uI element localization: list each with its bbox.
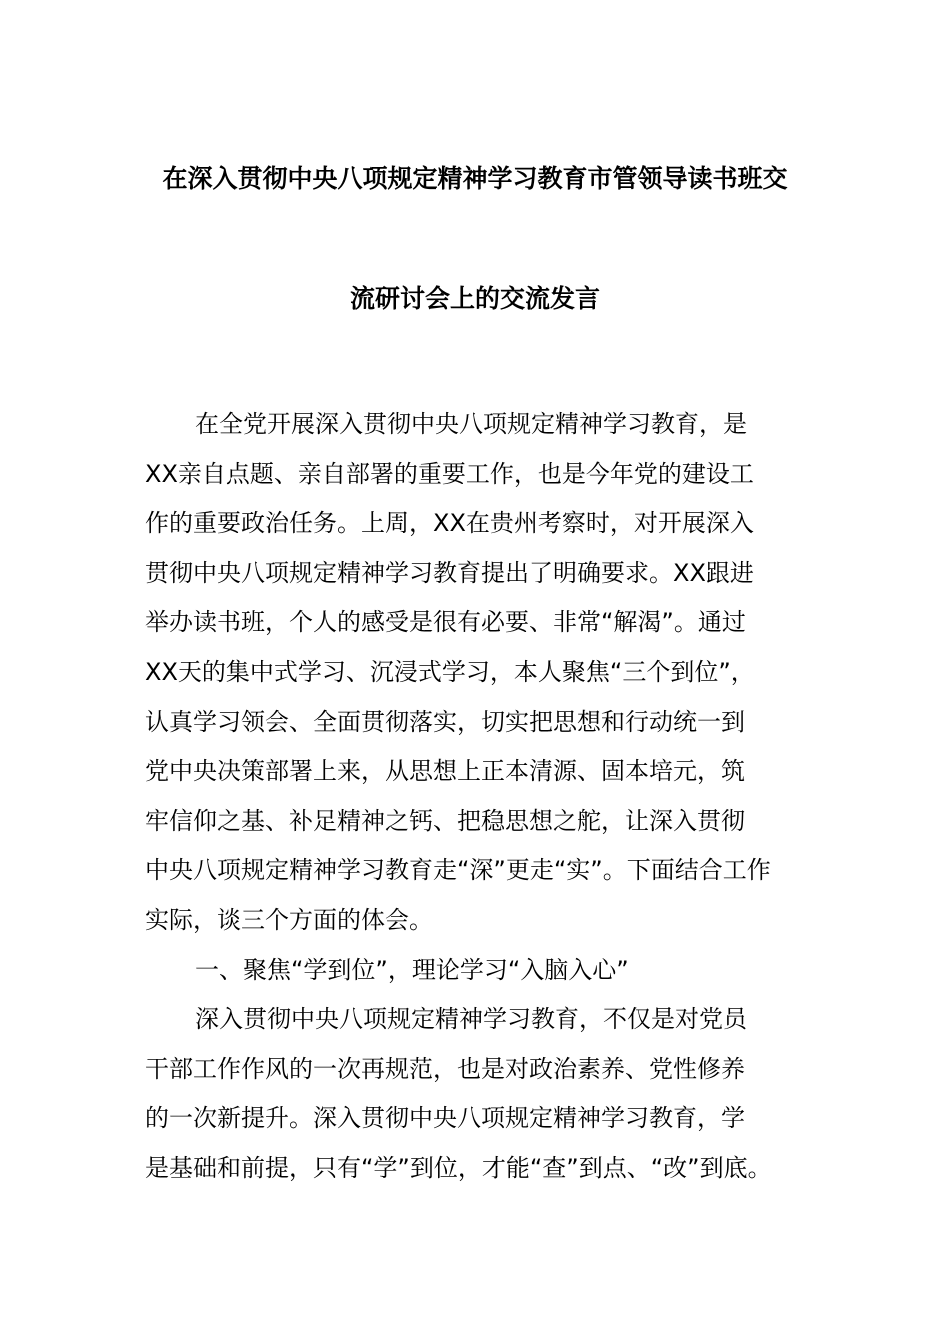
document-title-line-2: 流研讨会上的交流发言 xyxy=(349,284,600,313)
body-line: 的一次新提升。深入贯彻中央八项规定精神学习教育，学 xyxy=(145,1104,745,1133)
body-line: 实际，谈三个方面的体会。 xyxy=(145,905,433,934)
document-title-line-1: 在深入贯彻中央八项规定精神学习教育市管领导读书班交 xyxy=(162,164,788,193)
body-line: 作的重要政治任务。上周，XX在贵州考察时，对开展深入 xyxy=(145,509,754,538)
section-heading: 一、聚焦“学到位”，理论学习“入脑入心” xyxy=(195,955,629,984)
body-line: 举办读书班，个人的感受是很有必要、非常“解渴”。通过 xyxy=(145,608,746,637)
body-line: 在全党开展深入贯彻中央八项规定精神学习教育，是 xyxy=(195,410,747,438)
body-line: XX亲自点题、亲自部署的重要工作，也是今年党的建设工 xyxy=(145,459,754,488)
body-line: 中央八项规定精神学习教育走“深”更走“实”。下面结合工作 xyxy=(145,856,771,885)
body-line: 干部工作作风的一次再规范，也是对政治素养、党性修养 xyxy=(145,1054,745,1083)
document-body xyxy=(145,400,807,1194)
body-line: 深入贯彻中央八项规定精神学习教育，不仅是对党员 xyxy=(195,1005,747,1034)
body-line: XX天的集中式学习、沉浸式学习，本人聚焦“三个到位”， xyxy=(145,657,755,686)
body-line: 牢信仰之基、补足精神之钙、把稳思想之舵，让深入贯彻 xyxy=(145,806,745,835)
body-line: 党中央决策部署上来，从思想上正本清源、固本培元，筑 xyxy=(145,757,745,786)
body-line: 贯彻中央八项规定精神学习教育提出了明确要求。XX跟进 xyxy=(145,558,754,587)
body-line: 是基础和前提，只有“学”到位，才能“查”到点、“改”到底。 xyxy=(145,1153,772,1182)
body-line: 认真学习领会、全面贯彻落实，切实把思想和行动统一到 xyxy=(145,707,745,736)
